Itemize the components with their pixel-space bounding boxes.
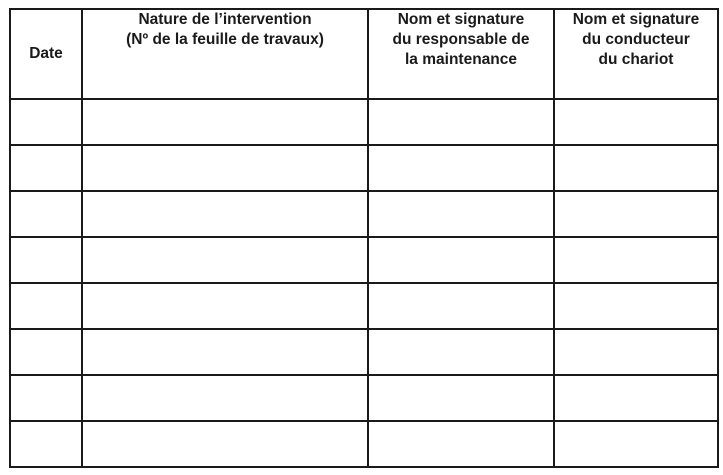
table-row (10, 145, 718, 191)
header-row (10, 9, 718, 99)
nature-cell[interactable] (82, 237, 368, 283)
responsable-cell[interactable] (368, 329, 554, 375)
nature-cell[interactable] (82, 191, 368, 237)
nature-cell[interactable] (82, 145, 368, 191)
date-cell[interactable] (10, 237, 82, 283)
table-row (10, 237, 718, 283)
responsable-cell[interactable] (368, 99, 554, 145)
header-conducteur-chariot: Nom et signature du conducteur du chariot (554, 9, 718, 99)
conducteur-cell[interactable] (554, 237, 718, 283)
table-row (10, 99, 718, 145)
date-cell[interactable] (10, 375, 82, 421)
date-cell[interactable] (10, 145, 82, 191)
table-row (10, 421, 718, 467)
date-cell[interactable] (10, 191, 82, 237)
table-row (10, 191, 718, 237)
responsable-cell[interactable] (368, 191, 554, 237)
table-row (10, 283, 718, 329)
responsable-cell[interactable] (368, 375, 554, 421)
table-row (10, 329, 718, 375)
header-date: Date (10, 9, 82, 99)
conducteur-cell[interactable] (554, 375, 718, 421)
header-nature-intervention: Nature de l’intervention (Nº de la feuille de travaux) (82, 9, 368, 99)
responsable-cell[interactable] (368, 421, 554, 467)
nature-cell[interactable] (82, 329, 368, 375)
date-cell[interactable] (10, 421, 82, 467)
conducteur-cell[interactable] (554, 191, 718, 237)
date-cell[interactable] (10, 283, 82, 329)
nature-cell[interactable] (82, 99, 368, 145)
date-cell[interactable] (10, 329, 82, 375)
header-responsable-maintenance: Nom et signature du responsable de la maintenance (368, 9, 554, 99)
conducteur-cell[interactable] (554, 283, 718, 329)
intervention-log-table (9, 8, 719, 468)
table-row (10, 375, 718, 421)
nature-cell[interactable] (82, 421, 368, 467)
nature-cell[interactable] (82, 283, 368, 329)
conducteur-cell[interactable] (554, 421, 718, 467)
conducteur-cell[interactable] (554, 99, 718, 145)
responsable-cell[interactable] (368, 283, 554, 329)
date-cell[interactable] (10, 99, 82, 145)
nature-cell[interactable] (82, 375, 368, 421)
responsable-cell[interactable] (368, 145, 554, 191)
conducteur-cell[interactable] (554, 145, 718, 191)
conducteur-cell[interactable] (554, 329, 718, 375)
responsable-cell[interactable] (368, 237, 554, 283)
